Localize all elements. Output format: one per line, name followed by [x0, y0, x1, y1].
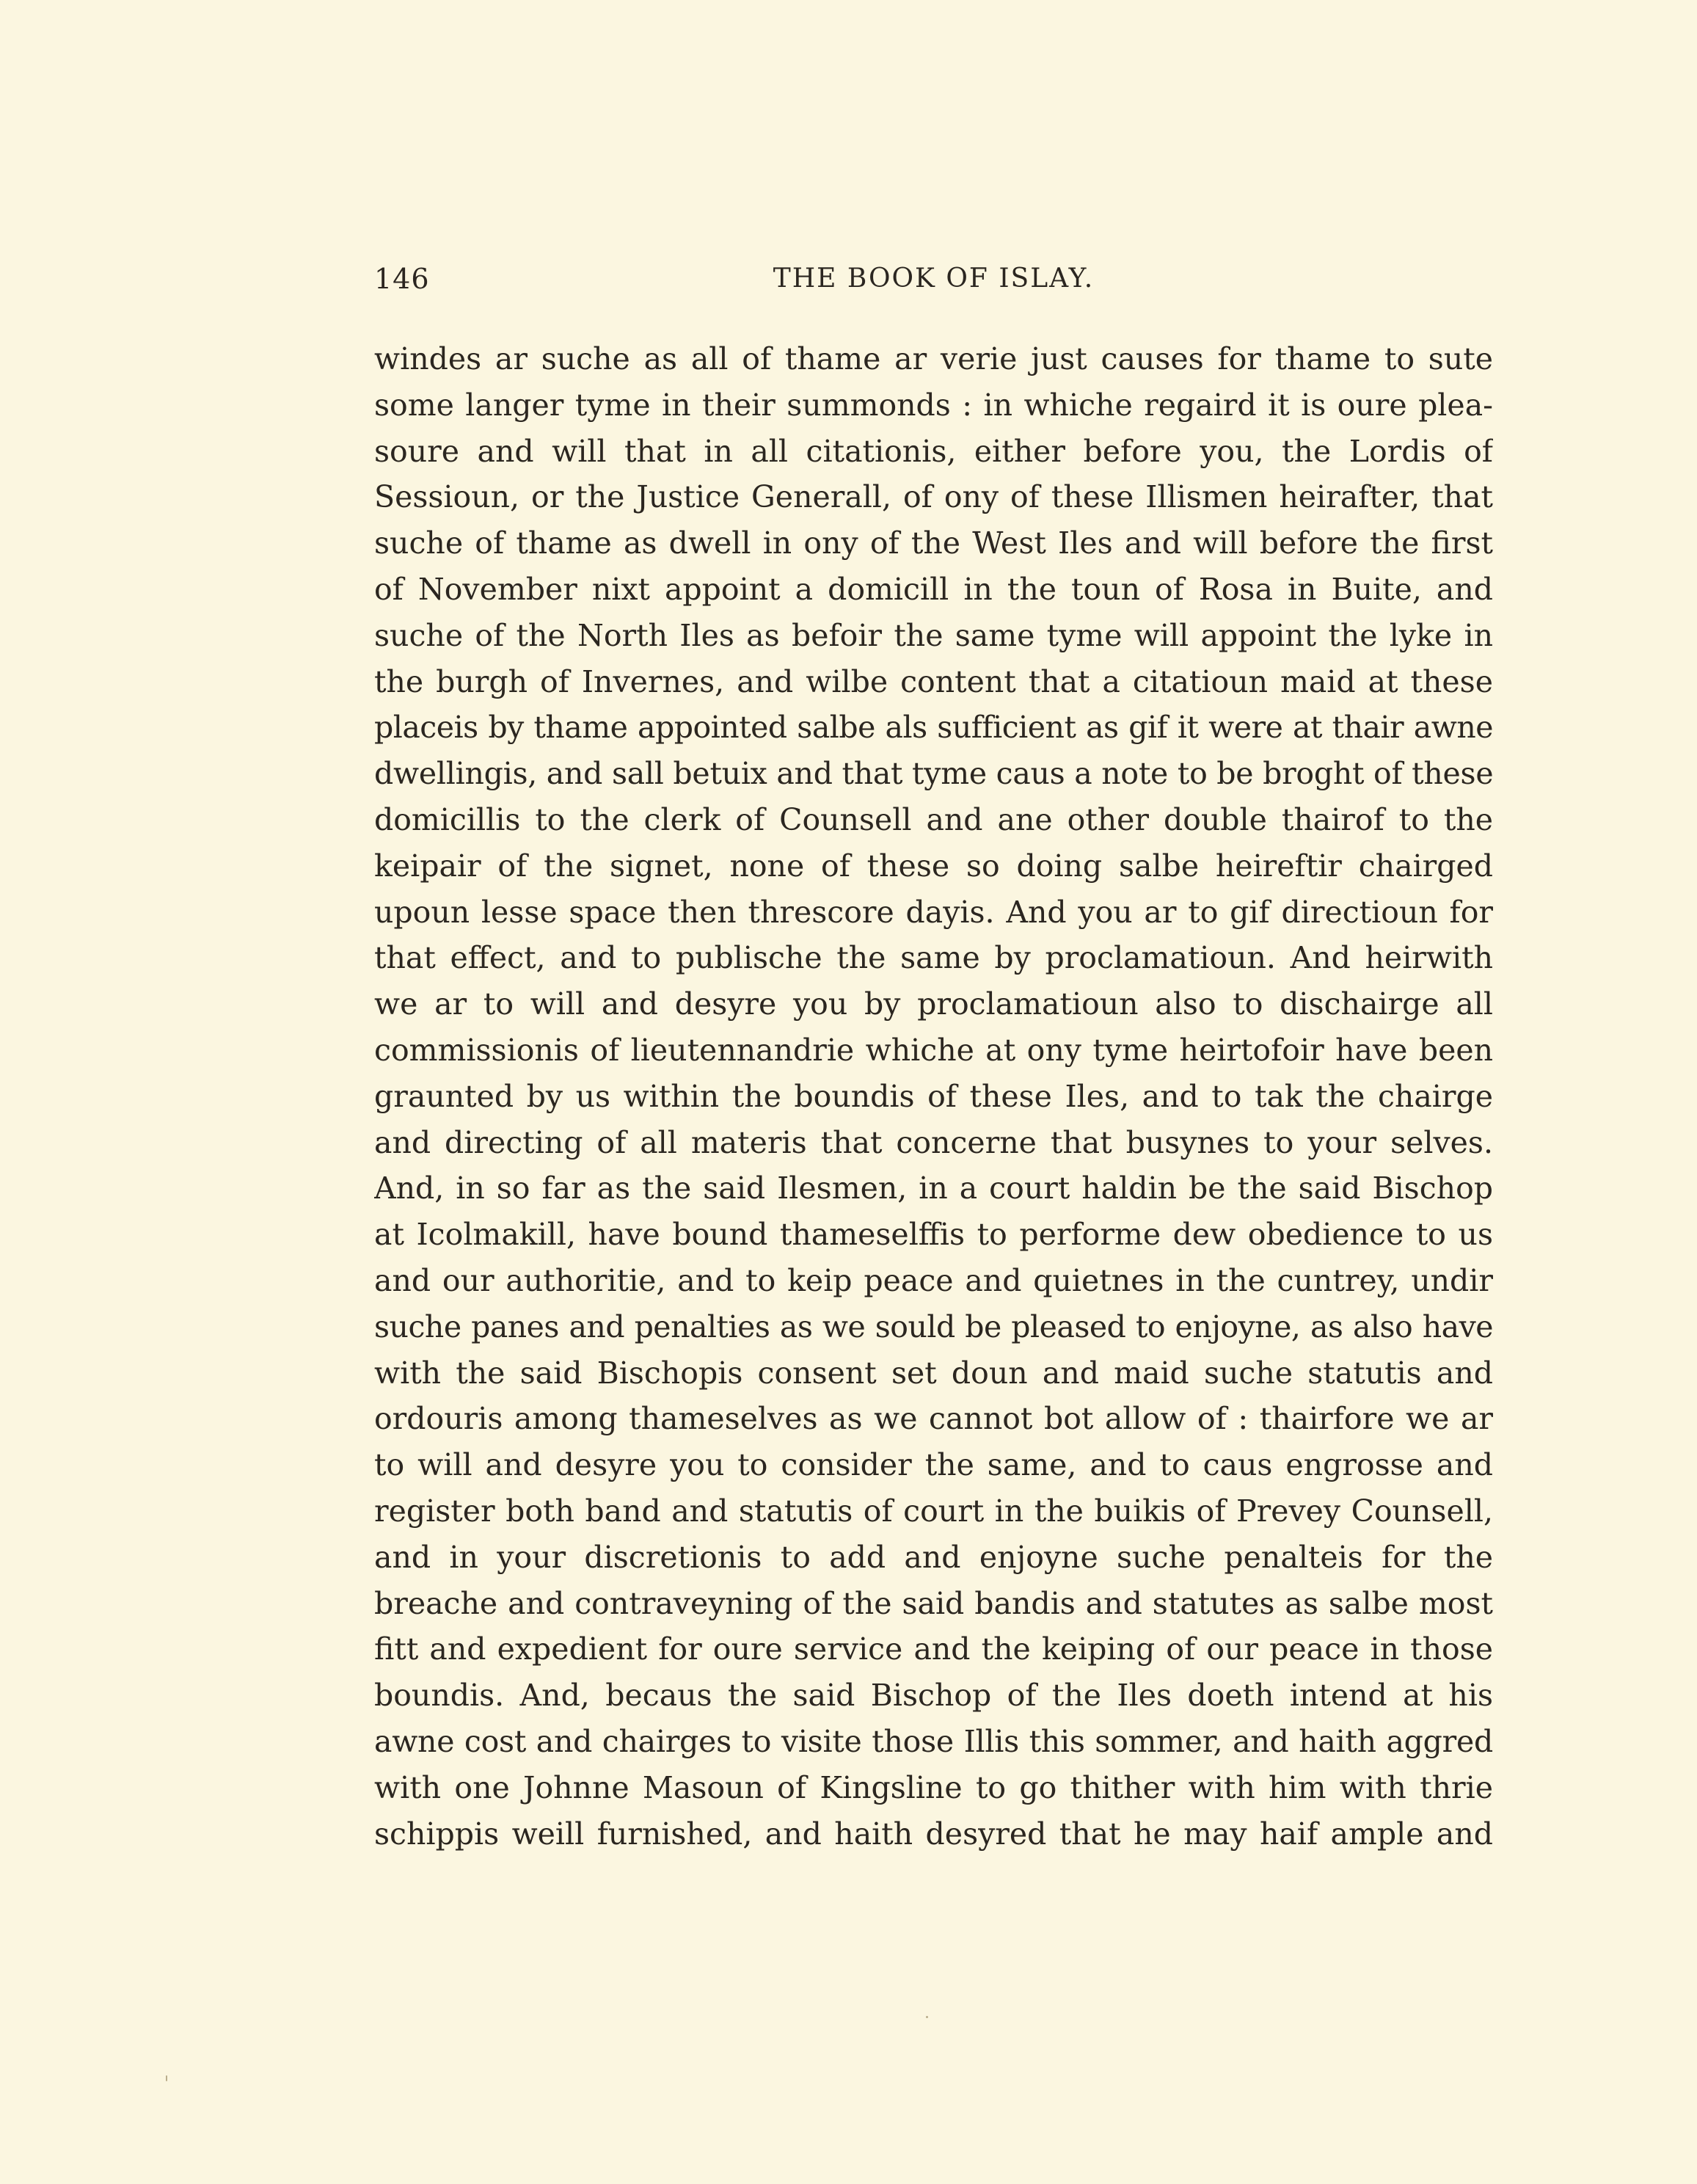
body-text: [374, 336, 1493, 1857]
page-number: 146: [374, 263, 430, 295]
page-header: [374, 257, 1493, 301]
text-line: the burgh of Invernes, and wilbe content that a citatioun maid at these: [374, 663, 1493, 699]
text-line: Sessioun, or the Justice Generall, of ony of these Illismen heirafter, that: [374, 479, 1493, 515]
text-line: upoun lesse space then threscore dayis. And you ar to gif directioun for: [374, 894, 1493, 930]
text-line: register both band and statutis of court in the buikis of Prevey Counsell,: [374, 1493, 1493, 1529]
text-line: suche panes and penalties as we sould be pleased to enjoyne, as also have: [374, 1308, 1493, 1344]
text-line: schippis weill furnished, and haith desyred that he may haif ample and: [374, 1816, 1493, 1852]
text-line: dwellingis, and sall betuix and that tyme caus a note to be broght of these: [374, 756, 1493, 792]
text-line: with one Johnne Masoun of Kingsline to go thither with him with thrie: [374, 1769, 1493, 1805]
running-head: THE BOOK OF ISLAY.: [773, 263, 1095, 294]
text-line: that effect, and to publische the same by proclamatioun. And heirwith: [374, 940, 1493, 976]
text-line: and in your discretionis to add and enjoyne suche penalteis for the: [374, 1539, 1493, 1575]
paper-speck: [166, 2075, 167, 2081]
text-line: of November nixt appoint a domicill in the toun of Rosa in Buite, and: [374, 571, 1493, 607]
text-line: awne cost and chairges to visite those Illis this sommer, and haith aggred: [374, 1723, 1493, 1759]
text-line: windes ar suche as all of thame ar verie just causes for thame to sute: [374, 341, 1493, 376]
text-line: domicillis to the clerk of Counsell and ane other double thairof to the: [374, 801, 1493, 837]
text-line: with the said Bischopis consent set doun and maid suche statutis and: [374, 1355, 1493, 1391]
text-line: and our authoritie, and to keip peace and quietnes in the cuntrey, undir: [374, 1262, 1493, 1298]
text-line: fitt and expedient for oure service and the keiping of our peace in those: [374, 1631, 1493, 1667]
text-line: breache and contraveyning of the said bandis and statutes as salbe most: [374, 1585, 1493, 1621]
text-line: commissionis of lieutennandrie whiche at ony tyme heirtofoir have been: [374, 1032, 1493, 1068]
text-line: placeis by thame appointed salbe als sufficient as gif it were at thair awne: [374, 710, 1493, 746]
text-line: soure and will that in all citationis, either before you, the Lordis of: [374, 433, 1493, 469]
text-line: at Icolmakill, have bound thameselffis to performe dew obedience to us: [374, 1217, 1493, 1253]
text-line: graunted by us within the boundis of these Iles, and to tak the chairge: [374, 1078, 1493, 1114]
text-line: keipair of the signet, none of these so doing salbe heireftir chairged: [374, 848, 1493, 884]
text-line: suche of thame as dwell in ony of the West Iles and will before the first: [374, 525, 1493, 561]
text-line: boundis. And, becaus the said Bischop of the Iles doeth intend at his: [374, 1678, 1493, 1714]
text-line: suche of the North Iles as befoir the same tyme will appoint the lyke in: [374, 617, 1493, 653]
paper-speck: [926, 2016, 928, 2018]
text-line: we ar to will and desyre you by proclamatioun also to dischairge all: [374, 986, 1493, 1022]
text-line: ordouris among thameselves as we cannot bot allow of : thairfore we ar: [374, 1401, 1493, 1437]
text-line: to will and desyre you to consider the same, and to caus engrosse and: [374, 1447, 1493, 1483]
text-line: And, in so far as the said Ilesmen, in a court haldin be the said Bischop: [374, 1171, 1493, 1206]
text-line: and directing of all materis that concerne that busynes to your selves.: [374, 1124, 1493, 1160]
text-line: some langer tyme in their summonds : in whiche regaird it is oure plea-: [374, 387, 1493, 423]
